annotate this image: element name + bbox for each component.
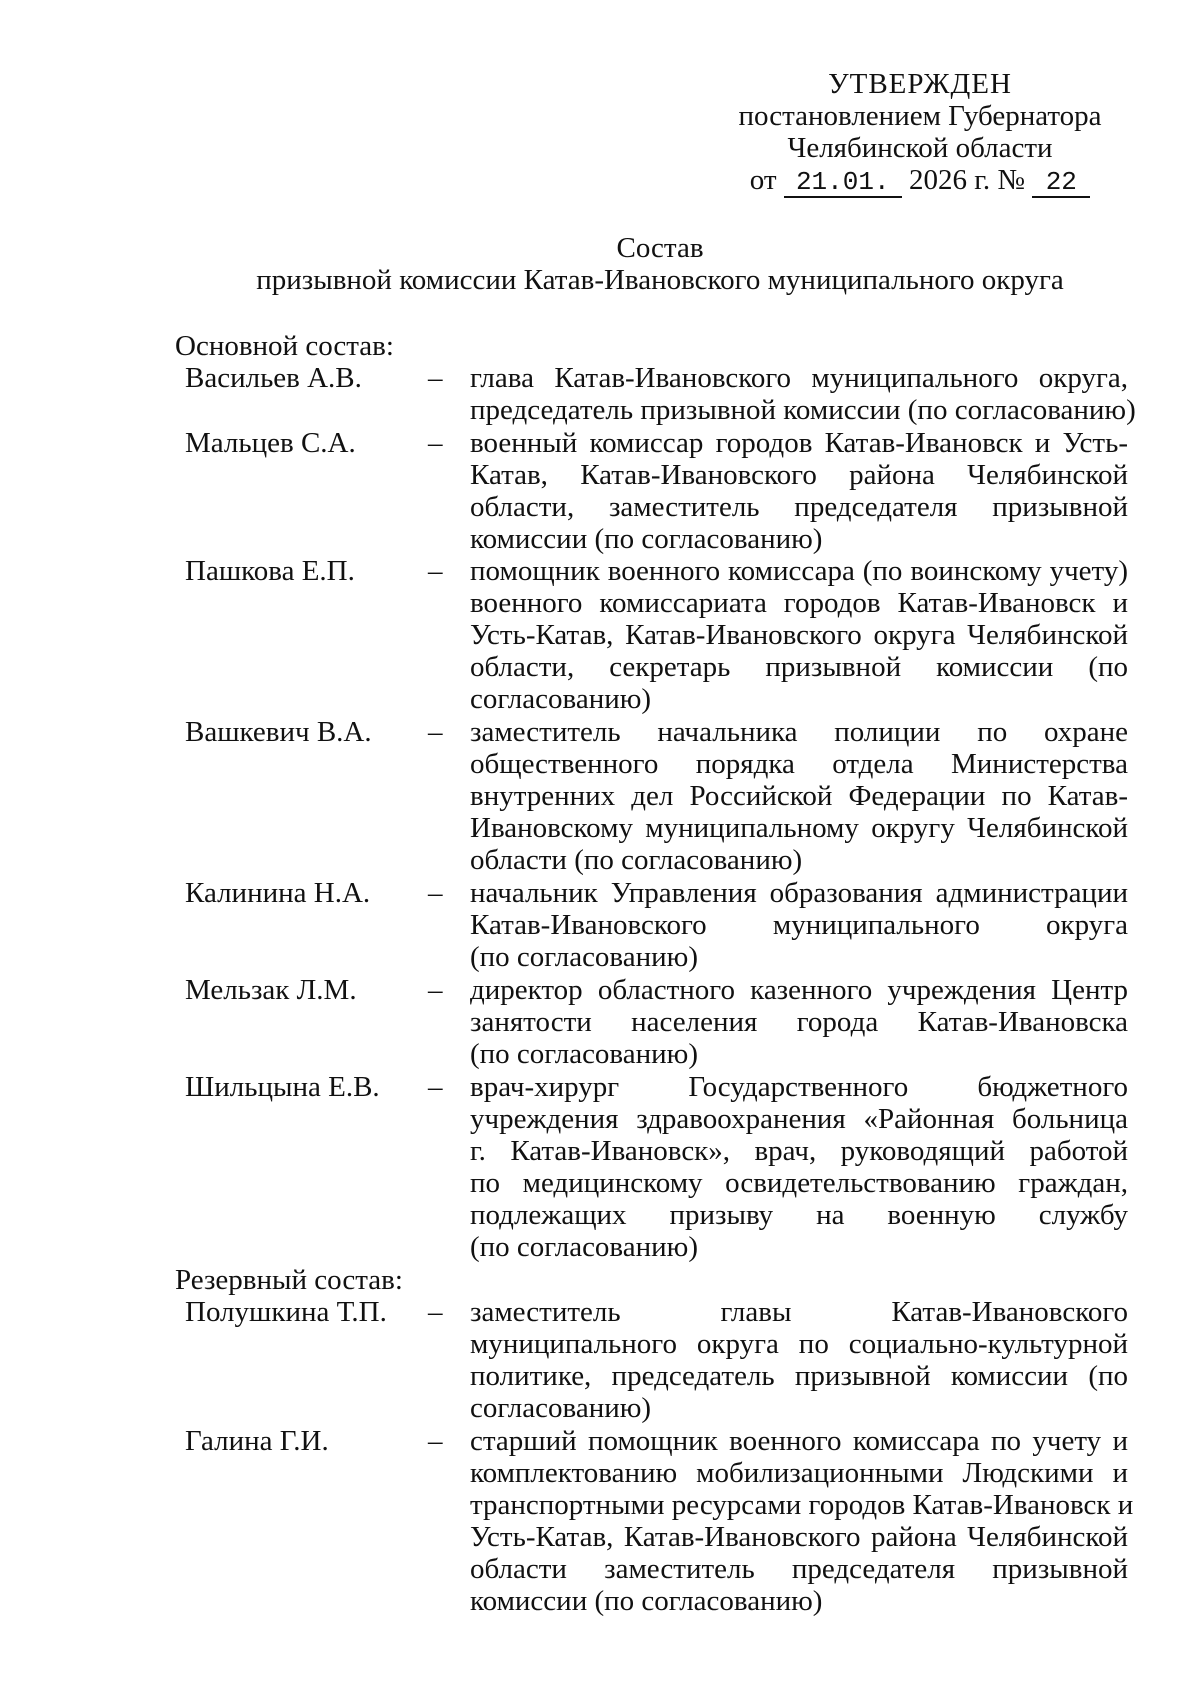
role-line: Катав, Катав-Ивановского района Челябинской: [470, 459, 1128, 491]
role-line: (по согласованию): [470, 941, 698, 973]
member-name: Вашкевич В.А.: [185, 716, 372, 748]
role-line: области, заместитель председателя призывной: [470, 491, 1128, 523]
approval-from: от: [749, 164, 777, 196]
member-dash: –: [428, 1425, 443, 1457]
member-name: Шильцына Е.В.: [185, 1071, 380, 1103]
role-line: комплектованию мобилизационными Людскими и: [470, 1457, 1128, 1489]
role-line: директор областного казенного учреждения Центр: [470, 974, 1128, 1006]
member-role: [470, 362, 1136, 426]
role-line: заместитель главы Катав-Ивановского: [470, 1296, 1128, 1328]
role-line: занятости населения города Катав-Ивановска: [470, 1006, 1128, 1038]
member-name: Пашкова Е.П.: [185, 555, 355, 587]
role-line: (по согласованию): [470, 1038, 698, 1070]
decree-number: 22: [1045, 167, 1077, 197]
reserve-section-label: Резервный состав:: [175, 1264, 403, 1296]
decree-date-field: [784, 166, 902, 198]
decree-date: 21.01.: [795, 167, 890, 197]
member-role: [470, 555, 1128, 715]
role-line: подлежащих призыву на военную службу: [470, 1199, 1128, 1231]
role-line: Катав-Ивановского муниципального округа: [470, 909, 1128, 941]
member-dash: –: [428, 555, 443, 587]
role-line: общественного порядка отдела Министерства: [470, 748, 1128, 780]
member-name: Галина Г.И.: [185, 1425, 329, 1457]
member-role: [470, 1425, 1134, 1617]
member-name: Мельзак Л.М.: [185, 974, 357, 1006]
title-line-1: Состав: [616, 232, 704, 264]
approval-line-decree: постановлением Губернатора: [738, 100, 1102, 132]
role-line: муниципального округа по социально-культурной: [470, 1328, 1128, 1360]
role-line: военный комиссар городов Катав-Ивановск и Усть-: [470, 427, 1128, 459]
role-line: (по согласованию): [470, 1231, 698, 1263]
approval-line-region: Челябинской области: [787, 132, 1053, 164]
member-role: [470, 877, 1128, 973]
role-line: области заместитель председателя призывной: [470, 1553, 1128, 1585]
role-line: комиссии (по согласованию): [470, 523, 823, 555]
member-name: Полушкина Т.П.: [185, 1296, 387, 1328]
role-line: согласованию): [470, 1392, 652, 1424]
approval-block: [720, 68, 1120, 198]
role-line: начальник Управления образования администрации: [470, 877, 1128, 909]
role-line: области, секретарь призывной комиссии (по: [470, 651, 1128, 683]
role-line: комиссии (по согласованию): [470, 1585, 823, 1617]
role-line: врач-хирург Государственного бюджетного: [470, 1071, 1128, 1103]
member-name: Калинина Н.А.: [185, 877, 371, 909]
role-line: Усть-Катав, Катав-Ивановского района Челябинской: [470, 1521, 1128, 1553]
role-line: военного комиссариата городов Катав-Ивановск и: [470, 587, 1128, 619]
role-line: Усть-Катав, Катав-Ивановского округа Челябинской: [470, 619, 1128, 651]
role-line: старший помощник военного комиссара по учету и: [470, 1425, 1128, 1457]
member-dash: –: [428, 362, 443, 394]
member-role: [470, 716, 1128, 876]
role-line: председатель призывной комиссии (по согласованию): [470, 394, 1136, 426]
member-name: Васильев А.В.: [185, 362, 362, 394]
role-line: области (по согласованию): [470, 844, 803, 876]
role-line: политике, председатель призывной комиссии (по: [470, 1360, 1128, 1392]
member-dash: –: [428, 1296, 443, 1328]
document-title: [120, 232, 1200, 296]
role-line: заместитель начальника полиции по охране: [470, 716, 1128, 748]
decree-year: 2026 г. №: [909, 164, 1026, 196]
role-line: транспортными ресурсами городов Катав-Ивановск и: [470, 1489, 1134, 1521]
member-role: [470, 427, 1128, 555]
role-line: помощник военного комиссара (по воинскому учету): [470, 555, 1128, 587]
member-name: Мальцев С.А.: [185, 427, 356, 459]
approval-stamp: УТВЕРЖДЕН: [828, 68, 1012, 100]
role-line: учреждения здравоохранения «Районная больница: [470, 1103, 1128, 1135]
main-section-label: Основной состав:: [175, 330, 394, 362]
approval-date-line: [720, 164, 1120, 198]
role-line: глава Катав-Ивановского муниципального округа,: [470, 362, 1128, 394]
member-dash: –: [428, 877, 443, 909]
member-dash: –: [428, 1071, 443, 1103]
member-dash: –: [428, 427, 443, 459]
role-line: внутренних дел Российской Федерации по Катав-: [470, 780, 1128, 812]
role-line: согласованию): [470, 683, 652, 715]
role-line: Ивановскому муниципальному округу Челябинской: [470, 812, 1128, 844]
role-line: г. Катав-Ивановск», врач, руководящий работой: [470, 1135, 1128, 1167]
member-dash: –: [428, 974, 443, 1006]
decree-number-field: [1032, 166, 1090, 198]
member-role: [470, 974, 1128, 1070]
title-line-2: призывной комиссии Катав-Ивановского муниципального округа: [256, 264, 1064, 296]
role-line: по медицинскому освидетельствованию граждан,: [470, 1167, 1128, 1199]
member-dash: –: [428, 716, 443, 748]
member-role: [470, 1296, 1128, 1424]
member-role: [470, 1071, 1128, 1263]
